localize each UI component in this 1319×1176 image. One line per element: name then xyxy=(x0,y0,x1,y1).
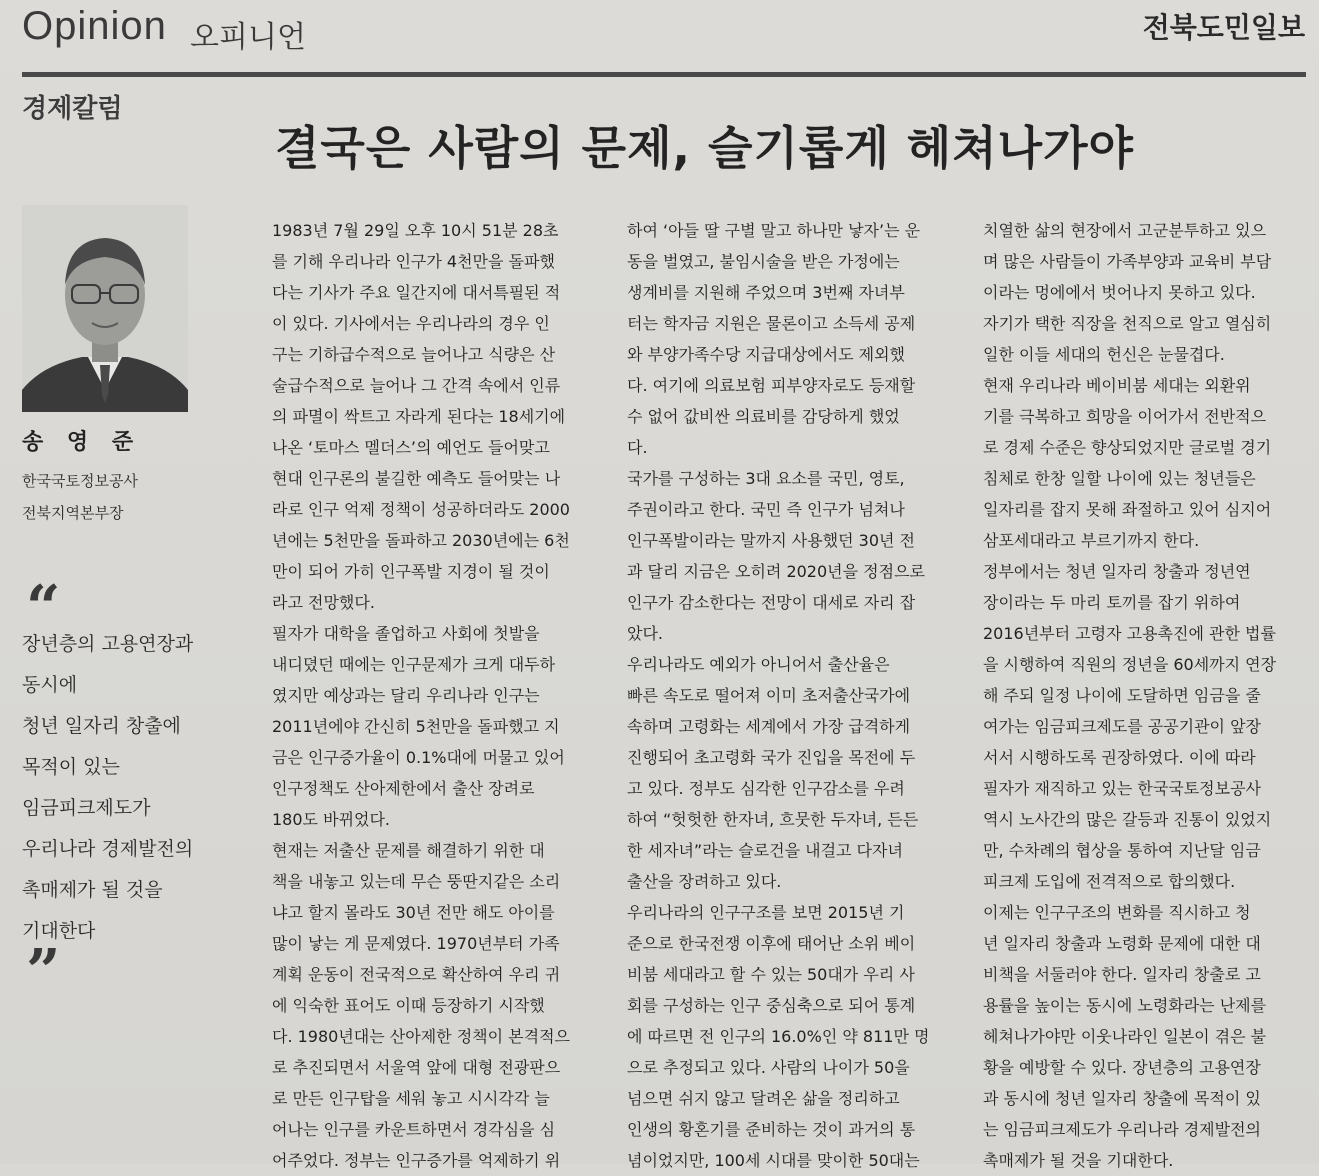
body-text-line: 와 부양가족수당 지급대상에서도 제외했 xyxy=(627,345,906,364)
pull-quote-line: 촉매제가 될 것을 xyxy=(22,879,163,901)
body-text-line: 다. 여기에 의료보험 피부양자로도 등재할 xyxy=(627,376,916,395)
body-text-line: 이 있다. 기사에서는 우리나라의 경우 인 xyxy=(272,314,550,333)
body-text-line: 침체로 한창 일할 나이에 있는 청년들은 xyxy=(983,469,1256,488)
body-text-line: 어주었다. 정부는 인구증가를 억제하기 위 xyxy=(272,1151,561,1170)
body-text-line: 책을 내놓고 있는데 무슨 뚱딴지같은 소리 xyxy=(272,872,561,891)
pull-quote-line: 동시에 xyxy=(22,674,78,696)
body-text-line: 장이라는 두 마리 토끼를 잡기 위하여 xyxy=(983,593,1241,612)
body-text-line: 의 파멸이 싹트고 자라게 된다는 18세기에 xyxy=(272,407,566,426)
body-text-line: 황을 예방할 수 있다. 장년층의 고용연장 xyxy=(983,1058,1261,1077)
body-text-line: 많이 낳는 게 문제였다. 1970년부터 가족 xyxy=(272,934,560,953)
body-text-line: 서서 시행하도록 권장하였다. 이에 따라 xyxy=(983,748,1256,767)
body-text-line: 비책을 서둘러야 한다. 일자리 창출로 고 xyxy=(983,965,1261,984)
pull-quote-line: 장년층의 고용연장과 xyxy=(22,633,194,655)
body-text-line: 우리나라의 인구구조를 보면 2015년 기 xyxy=(627,903,905,922)
body-text-line: 계획 운동이 전국적으로 확산하여 우리 귀 xyxy=(272,965,561,984)
body-text-line: 라로 인구 억제 정책이 성공하더라도 2000 xyxy=(272,500,570,519)
body-text-line: 우리나라도 예외가 아니어서 출산율은 xyxy=(627,655,890,674)
body-text-line: 자기가 택한 직장을 천직으로 알고 열심히 xyxy=(983,314,1272,333)
body-text-line: 주권이라고 한다. 국민 즉 인구가 넘쳐나 xyxy=(627,500,905,519)
body-text-line: 2016년부터 고령자 고용촉진에 관한 법률 xyxy=(983,624,1276,643)
body-text-line: 속하며 고령화는 세계에서 가장 급격하게 xyxy=(627,717,911,736)
body-text-line: 을 시행하여 직원의 정년을 60세까지 연장 xyxy=(983,655,1277,674)
body-text-line: 로 추진되면서 서울역 앞에 대형 전광판으 xyxy=(272,1058,561,1077)
pull-quote-line: 목적이 있는 xyxy=(22,756,120,778)
author-organization: 한국국토정보공사 xyxy=(22,472,138,490)
article-headline: 결국은 사람의 문제, 슬기롭게 헤쳐나가야 xyxy=(275,121,1134,175)
body-text-line: 역시 노사간의 많은 갈등과 진통이 있었지 xyxy=(983,810,1272,829)
body-text-line: 한 세자녀”라는 슬로건을 내걸고 다자녀 xyxy=(627,841,903,860)
section-label-english: Opinion xyxy=(22,4,167,48)
body-text-line: 인생의 황혼기를 준비하는 것이 과거의 통 xyxy=(627,1120,916,1139)
body-text-line: 해 주되 일정 나이에 도달하면 임금을 줄 xyxy=(983,686,1261,705)
header-divider xyxy=(22,72,1306,77)
body-text-line: 다. 1980년대는 산아제한 정책이 본격적으 xyxy=(272,1027,570,1046)
body-text-line: 이라는 멍에에서 벗어나지 못하고 있다. xyxy=(983,283,1256,302)
article-column-1 xyxy=(272,215,594,1176)
body-text-line: 에 익숙한 표어도 이때 등장하기 시작했 xyxy=(272,996,545,1015)
body-text-line: 냐고 할지 몰라도 30년 전만 해도 아이를 xyxy=(272,903,555,922)
body-text-line: 구는 기하급수적으로 늘어나고 식량은 산 xyxy=(272,345,556,364)
body-text-line: 년 일자리 창출과 노령화 문제에 대한 대 xyxy=(983,934,1261,953)
body-text-line: 과 달리 지금은 오히려 2020년을 정점으로 xyxy=(627,562,925,581)
body-text-line: 출산을 장려하고 있다. xyxy=(627,872,782,891)
body-text-line: 현재 우리나라 베이비붐 세대는 외환위 xyxy=(983,376,1251,395)
body-text-line: 헤쳐나가야만 이웃나라인 일본이 겪은 불 xyxy=(983,1027,1267,1046)
pull-quote-line: 기대한다 xyxy=(22,920,96,942)
body-text-line: 이제는 인구구조의 변화를 직시하고 청 xyxy=(983,903,1251,922)
body-text-line: 다. xyxy=(627,438,648,457)
body-text-line: 로 만든 인구탑을 세워 놓고 시시각각 늘 xyxy=(272,1089,550,1108)
body-text-line: 피크제 도입에 전격적으로 합의했다. xyxy=(983,872,1236,891)
body-text-line: 를 기해 우리나라 인구가 4천만을 돌파했 xyxy=(272,252,555,271)
body-text-line: 180도 바뀌었다. xyxy=(272,810,390,829)
body-text-line: 만, 수차례의 협상을 통하여 지난달 임금 xyxy=(983,841,1261,860)
body-text-line: 필자가 재직하고 있는 한국국토정보공사 xyxy=(983,779,1262,798)
section-label-korean: 오피니언 xyxy=(190,20,306,55)
body-text-line: 여가는 임금피크제도를 공공기관이 앞장 xyxy=(983,717,1262,736)
pull-quote-line: 우리나라 경제발전의 xyxy=(22,838,194,860)
body-text-line: 진행되어 초고령화 국가 진입을 목전에 두 xyxy=(627,748,916,767)
column-category: 경제칼럼 xyxy=(22,94,123,124)
body-text-line: 필자가 대학을 졸업하고 사회에 첫발을 xyxy=(272,624,540,643)
body-text-line: 내디뎠던 때에는 인구문제가 크게 대두하 xyxy=(272,655,556,674)
body-text-line: 현재는 저출산 문제를 해결하기 위한 대 xyxy=(272,841,545,860)
body-text-line: 생계비를 지원해 주었으며 3번째 자녀부 xyxy=(627,283,905,302)
body-text-line: 일한 이들 세대의 헌신은 눈물겹다. xyxy=(983,345,1225,364)
article-column-3 xyxy=(983,215,1305,1176)
body-text-line: 넘으면 쉬지 않고 달려온 삶을 정리하고 xyxy=(627,1089,900,1108)
body-text-line: 나온 ‘토마스 멜더스’의 예언도 들어맞고 xyxy=(272,438,550,457)
pull-quote-line: 청년 일자리 창출에 xyxy=(22,715,181,737)
body-text-line: 치열한 삶의 현장에서 고군분투하고 있으 xyxy=(983,221,1267,240)
body-text-line: 준으로 한국전쟁 이후에 태어난 소위 베이 xyxy=(627,934,916,953)
body-text-line: 터는 학자금 지원은 물론이고 소득세 공제 xyxy=(627,314,916,333)
body-text-line: 동을 벌였고, 불임시술을 받은 가정에는 xyxy=(627,252,900,271)
body-text-line: 술급수적으로 늘어나 그 간격 속에서 인류 xyxy=(272,376,561,395)
body-text-line: 일자리를 잡지 못해 좌절하고 있어 심지어 xyxy=(983,500,1272,519)
body-text-line: 며 많은 사람들이 가족부양과 교육비 부담 xyxy=(983,252,1272,271)
pull-quote-line: 임금피크제도가 xyxy=(22,797,151,819)
body-text-line: 국가를 구성하는 3대 요소를 국민, 영토, xyxy=(627,469,905,488)
body-text-line: 하여 “헛헛한 한자녀, 흐뭇한 두자녀, 든든 xyxy=(627,810,919,829)
body-text-line: 았다. xyxy=(627,624,663,643)
body-text-line: 비붐 세대라고 할 수 있는 50대가 우리 사 xyxy=(627,965,915,984)
body-text-line: 라고 전망했다. xyxy=(272,593,375,612)
author-portrait-image xyxy=(22,205,188,412)
body-text-line: 어나는 인구를 카운트하면서 경각심을 심 xyxy=(272,1120,556,1139)
body-text-line: 용률을 높이는 동시에 노령화라는 난제를 xyxy=(983,996,1267,1015)
body-text-line: 에 따르면 전 인구의 16.0%인 약 811만 명 xyxy=(627,1027,930,1046)
body-text-line: 기를 극복하고 희망을 이어가서 전반적으 xyxy=(983,407,1267,426)
author-photo xyxy=(22,205,188,412)
author-title: 전북지역본부장 xyxy=(22,504,124,522)
body-text-line: 로 경제 수준은 향상되었지만 글로벌 경기 xyxy=(983,438,1272,457)
body-text-line: 고 있다. 정부도 심각한 인구감소를 우려 xyxy=(627,779,905,798)
body-text-line: 금은 인구증가율이 0.1%대에 머물고 있어 xyxy=(272,748,565,767)
newspaper-masthead: 전북도민일보 xyxy=(1142,11,1305,44)
body-text-line: 정부에서는 청년 일자리 창출과 정년연 xyxy=(983,562,1251,581)
body-text-line: 인구정책도 산아제한에서 출산 장려로 xyxy=(272,779,535,798)
body-text-line: 인구폭발이라는 말까지 사용했던 30년 전 xyxy=(627,531,915,550)
body-text-line: 과 동시에 청년 일자리 창출에 목적이 있 xyxy=(983,1089,1261,1108)
body-text-line: 2011년에야 간신히 5천만을 돌파했고 지 xyxy=(272,717,560,736)
body-text-line: 삼포세대라고 부르기까지 한다. xyxy=(983,531,1200,550)
open-quote-mark: “ xyxy=(26,573,61,643)
body-text-line: 하여 ‘아들 딸 구별 말고 하나만 낳자’는 운 xyxy=(627,221,921,240)
body-text-line: 회를 구성하는 인구 중심축으로 되어 통계 xyxy=(627,996,916,1015)
body-text-line: 만이 되어 가히 인구폭발 지경이 될 것이 xyxy=(272,562,550,581)
body-text-line: 빠른 속도로 떨어져 이미 초저출산국가에 xyxy=(627,686,911,705)
body-text-line: 으로 추정되고 있다. 사람의 나이가 50을 xyxy=(627,1058,910,1077)
author-name: 송 영 준 xyxy=(22,430,142,455)
body-text-line: 인구가 감소한다는 전망이 대세로 자리 잡 xyxy=(627,593,916,612)
close-quote-mark: ” xyxy=(26,937,61,1007)
body-text-line: 는 임금피크제도가 우리나라 경제발전의 xyxy=(983,1120,1262,1139)
body-text-line: 수 없어 값비싼 의료비를 감당하게 했었 xyxy=(627,407,900,426)
article-column-2 xyxy=(627,215,949,1176)
body-text-line: 념이었지만, 100세 시대를 맞이한 50대는 xyxy=(627,1151,920,1170)
body-text-line: 년에는 5천만을 돌파하고 2030년에는 6천 xyxy=(272,531,570,550)
body-text-line: 현대 인구론의 불길한 예측도 들어맞는 나 xyxy=(272,469,561,488)
body-text-line: 1983년 7월 29일 오후 10시 51분 28초 xyxy=(272,221,559,240)
body-text-line: 촉매제가 될 것을 기대한다. xyxy=(983,1151,1174,1170)
pull-quote xyxy=(22,630,242,958)
body-text-line: 였지만 예상과는 달리 우리나라 인구는 xyxy=(272,686,540,705)
body-text-line: 다는 기사가 주요 일간지에 대서특필된 적 xyxy=(272,283,561,302)
